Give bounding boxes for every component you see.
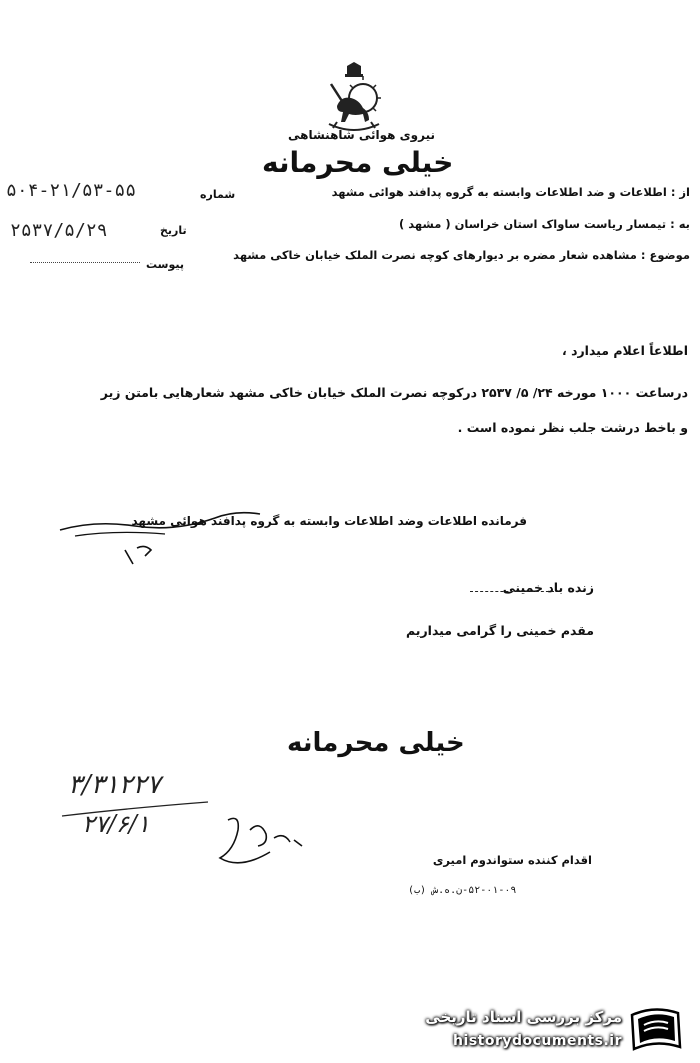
body-line-1: درساعت ۱۰۰۰ مورخه ۲۴/ ۵/ ۲۵۳۷ درکوچه نصرت الملک خیابان خاکی مشهد شعارهایی بامتن زیر <box>100 385 688 400</box>
letter-date-value: ۲۵۳۷/۵/۲۹ <box>10 220 108 241</box>
handwritten-signature-scribble <box>55 490 265 570</box>
watermark-url: historydocuments.ir <box>453 1033 622 1049</box>
attachment-line <box>30 262 140 263</box>
letter-number-label: شماره <box>200 188 236 201</box>
slogan-line-1: زنده باد خمینی <box>502 580 594 595</box>
letter-date-label: تاریخ <box>160 224 187 237</box>
letter-number-value: ۵۰۴-۲۱/۵۳-۵۵ <box>6 180 137 201</box>
subject-line: موضوع : مشاهده شعار مضره بر دیوارهای کوچه نصرت الملک خیابان خاکی مشهد <box>233 248 690 262</box>
watermark-title: مرکز بررسی اسناد تاریخی <box>425 1008 622 1026</box>
from-line: از : اطلاعات و ضد اطلاعات وابسته به گروه پدافند هوائی مشهد <box>331 185 690 199</box>
to-line: به : تیمسار ریاست ساواک استان خراسان ( مشهد ) <box>399 217 690 231</box>
footer-classification-stamp: خیلی محرمانه <box>287 728 465 758</box>
handwritten-initials-scribble <box>210 810 310 890</box>
archive-logo-icon <box>628 1003 684 1055</box>
slogan-underline <box>470 591 554 592</box>
classification-stamp: خیلی محرمانه <box>262 146 454 179</box>
signer-line: اقدام کننده ستواندوم امیری <box>432 853 592 867</box>
slogan-line-2: مقدم خمینی را گرامی میداریم <box>405 623 594 638</box>
reference-code: ۵۲-۰۱-۰۹-ن.ه.ش (ب) <box>408 885 517 896</box>
handwritten-note-2: ۲۷/۶/۱ <box>82 810 150 838</box>
commander-line: فرمانده اطلاعات وضد اطلاعات وابسته به گروه پدافند هوائی مشهد <box>131 514 527 528</box>
organization-name: نیروی هوائی شاهنشاهی <box>288 128 435 142</box>
body-line-2: و باخط درشت جلب نظر نموده است . <box>457 420 688 435</box>
body-intro: اطلاعاً اعلام میدارد ، <box>561 343 688 358</box>
handwritten-note-1: ۳/۳۱۲۲۷ <box>68 770 161 800</box>
attachment-label: پیوست <box>146 258 184 271</box>
